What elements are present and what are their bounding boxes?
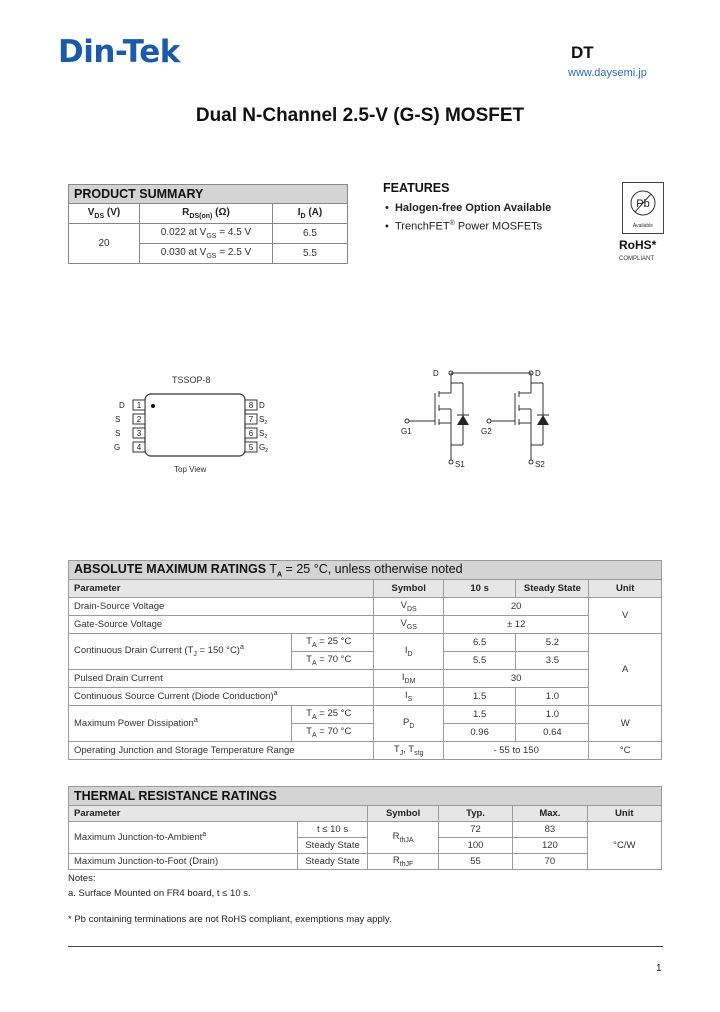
rohs-compliant-label: COMPLIANT xyxy=(619,256,655,262)
page-number: 1 xyxy=(656,963,662,974)
thermal-resistance-table: THERMAL RESISTANCE RATINGS Parameter Symbol Typ. Max. Unit Maximum Junction-to-Ambient$^a$ t ≤ 10 s $R_{thJA}$ 72 83 °C/W Steady State 100 120 Maximum Junction-to-Foot (Drain) Steady State $R_{thJF}$ 55 70 xyxy=(68,786,662,870)
col-rds: $R_{DS(on)}$ (Ω) xyxy=(140,204,273,224)
product-summary-caption: PRODUCT SUMMARY xyxy=(69,185,348,204)
pb-free-icon xyxy=(623,183,663,233)
pin-7-label: $S_2$ xyxy=(259,415,268,426)
top-view-label: Top View xyxy=(174,465,207,474)
d-left-label: D xyxy=(433,369,439,378)
s1-label: S1 xyxy=(455,460,465,469)
footer-divider xyxy=(68,946,663,947)
abs-max-caption: ABSOLUTE MAXIMUM RATINGS $T_A = 25$ °C, unless otherwise noted xyxy=(69,561,662,580)
pin-6: 6 xyxy=(248,429,254,438)
note-a: a. Surface Mounted on FR4 board, t ≤ 10 s. xyxy=(68,888,251,899)
table-row: $T_A = 70$ °C 5.5 3.5 xyxy=(69,652,662,670)
d-right-label: D xyxy=(535,369,541,378)
table-row: $T_A = 70$ °C 0.96 0.64 xyxy=(69,724,662,742)
table-row: Pulsed Drain Current $I_{DM}$ 30 xyxy=(69,670,662,688)
table-row: Operating Junction and Storage Temperature Range $T_J$, $T_{stg}$ - 55 to 150 °C xyxy=(69,742,662,760)
pin-6-label: $S_2$ xyxy=(259,429,268,440)
vds-value: 20 xyxy=(69,224,140,264)
pin-1-label: D xyxy=(119,401,125,410)
pb-free-badge xyxy=(622,182,664,234)
pin-1: 1 xyxy=(136,401,142,410)
pin-5: 5 xyxy=(248,443,254,452)
pin-3-label: S xyxy=(115,429,121,438)
table-row xyxy=(69,224,348,244)
pin-4-label: G xyxy=(114,443,121,452)
list-item: • TrenchFET® Power MOSFETs xyxy=(385,220,543,233)
absolute-max-ratings-table xyxy=(68,560,662,760)
thermal-caption: THERMAL RESISTANCE RATINGS xyxy=(69,787,662,806)
table-row: Drain-Source Voltage $V_{DS}$ 20 V xyxy=(69,598,662,616)
table-row: Steady State 100 120 xyxy=(69,838,662,854)
table-row: Maximum Power Dissipation$^a$ $T_A = 25$ °C $P_D$ 1.5 1.0 W xyxy=(69,706,662,724)
pb-label: Pb xyxy=(636,198,650,210)
notes xyxy=(68,871,251,901)
pb-available-label: Available xyxy=(632,223,654,229)
pin-8-label: D xyxy=(259,401,265,410)
table-row: Continuous Drain Current ($T_J = 150$ °C)$^a$ $T_A = 25$ °C $I_D$ 6.5 5.2 A xyxy=(69,634,662,652)
list-item: • Halogen-free Option Available xyxy=(385,202,552,214)
pin-4: 4 xyxy=(136,443,142,452)
pb-note: * Pb containing terminations are not RoHS compliant, exemptions may apply. xyxy=(68,914,392,925)
id-value: 6.5 xyxy=(273,224,348,244)
table-row: Maximum Junction-to-Foot (Drain) Steady State $R_{thJF}$ 55 70 xyxy=(69,854,662,870)
id-value: 5.5 xyxy=(273,244,348,264)
col-unit: Unit xyxy=(589,580,662,598)
features-heading: FEATURES xyxy=(383,181,450,195)
company-logo: Din-Tek xyxy=(58,34,180,70)
g1-label: G1 xyxy=(401,427,412,436)
pin-2: 2 xyxy=(136,415,142,424)
left-pins xyxy=(114,400,145,452)
website-link[interactable]: www.daysemi.jp xyxy=(568,67,647,79)
mosfet-schematic xyxy=(395,365,560,470)
col-parameter: Parameter xyxy=(69,580,374,598)
table-row: Gate-Source Voltage $V_{GS}$ ± 12 xyxy=(69,616,662,634)
pin-5-label: $G_2$ xyxy=(259,443,269,454)
pin-2-label: S xyxy=(115,415,121,424)
col-symbol: Symbol xyxy=(374,580,443,598)
tssop-pinout-diagram xyxy=(105,390,275,465)
part-code: DT xyxy=(571,43,594,62)
col-10s: 10 s xyxy=(443,580,516,598)
rds-value: 0.030 at $V_{GS} = 2.5$ V xyxy=(140,244,273,264)
table-row: Continuous Source Current (Diode Conduction)$^a$ $I_S$ 1.5 1.0 xyxy=(69,688,662,706)
pin-8: 8 xyxy=(248,401,254,410)
notes-heading: Notes: xyxy=(68,873,96,884)
pin-7: 7 xyxy=(248,415,254,424)
g2-label: G2 xyxy=(481,427,492,436)
col-id: $I_D$ (A) xyxy=(273,204,348,224)
package-name: TSSOP-8 xyxy=(172,375,211,385)
features-list xyxy=(385,200,551,235)
document-title: Dual N-Channel 2.5-V (G-S) MOSFET xyxy=(195,105,525,126)
table-row: Maximum Junction-to-Ambient$^a$ t ≤ 10 s $R_{thJA}$ 72 83 °C/W xyxy=(69,822,662,838)
product-summary-table xyxy=(68,184,348,264)
rohs-label: RoHS* xyxy=(619,238,657,252)
pin-3: 3 xyxy=(136,429,142,438)
col-vds: $V_{DS}$ (V) xyxy=(69,204,140,224)
col-steady-state: Steady State xyxy=(516,580,589,598)
s2-label: S2 xyxy=(535,460,545,469)
rds-value: 0.022 at $V_{GS} = 4.5$ V xyxy=(140,224,273,244)
right-pins xyxy=(245,400,268,454)
